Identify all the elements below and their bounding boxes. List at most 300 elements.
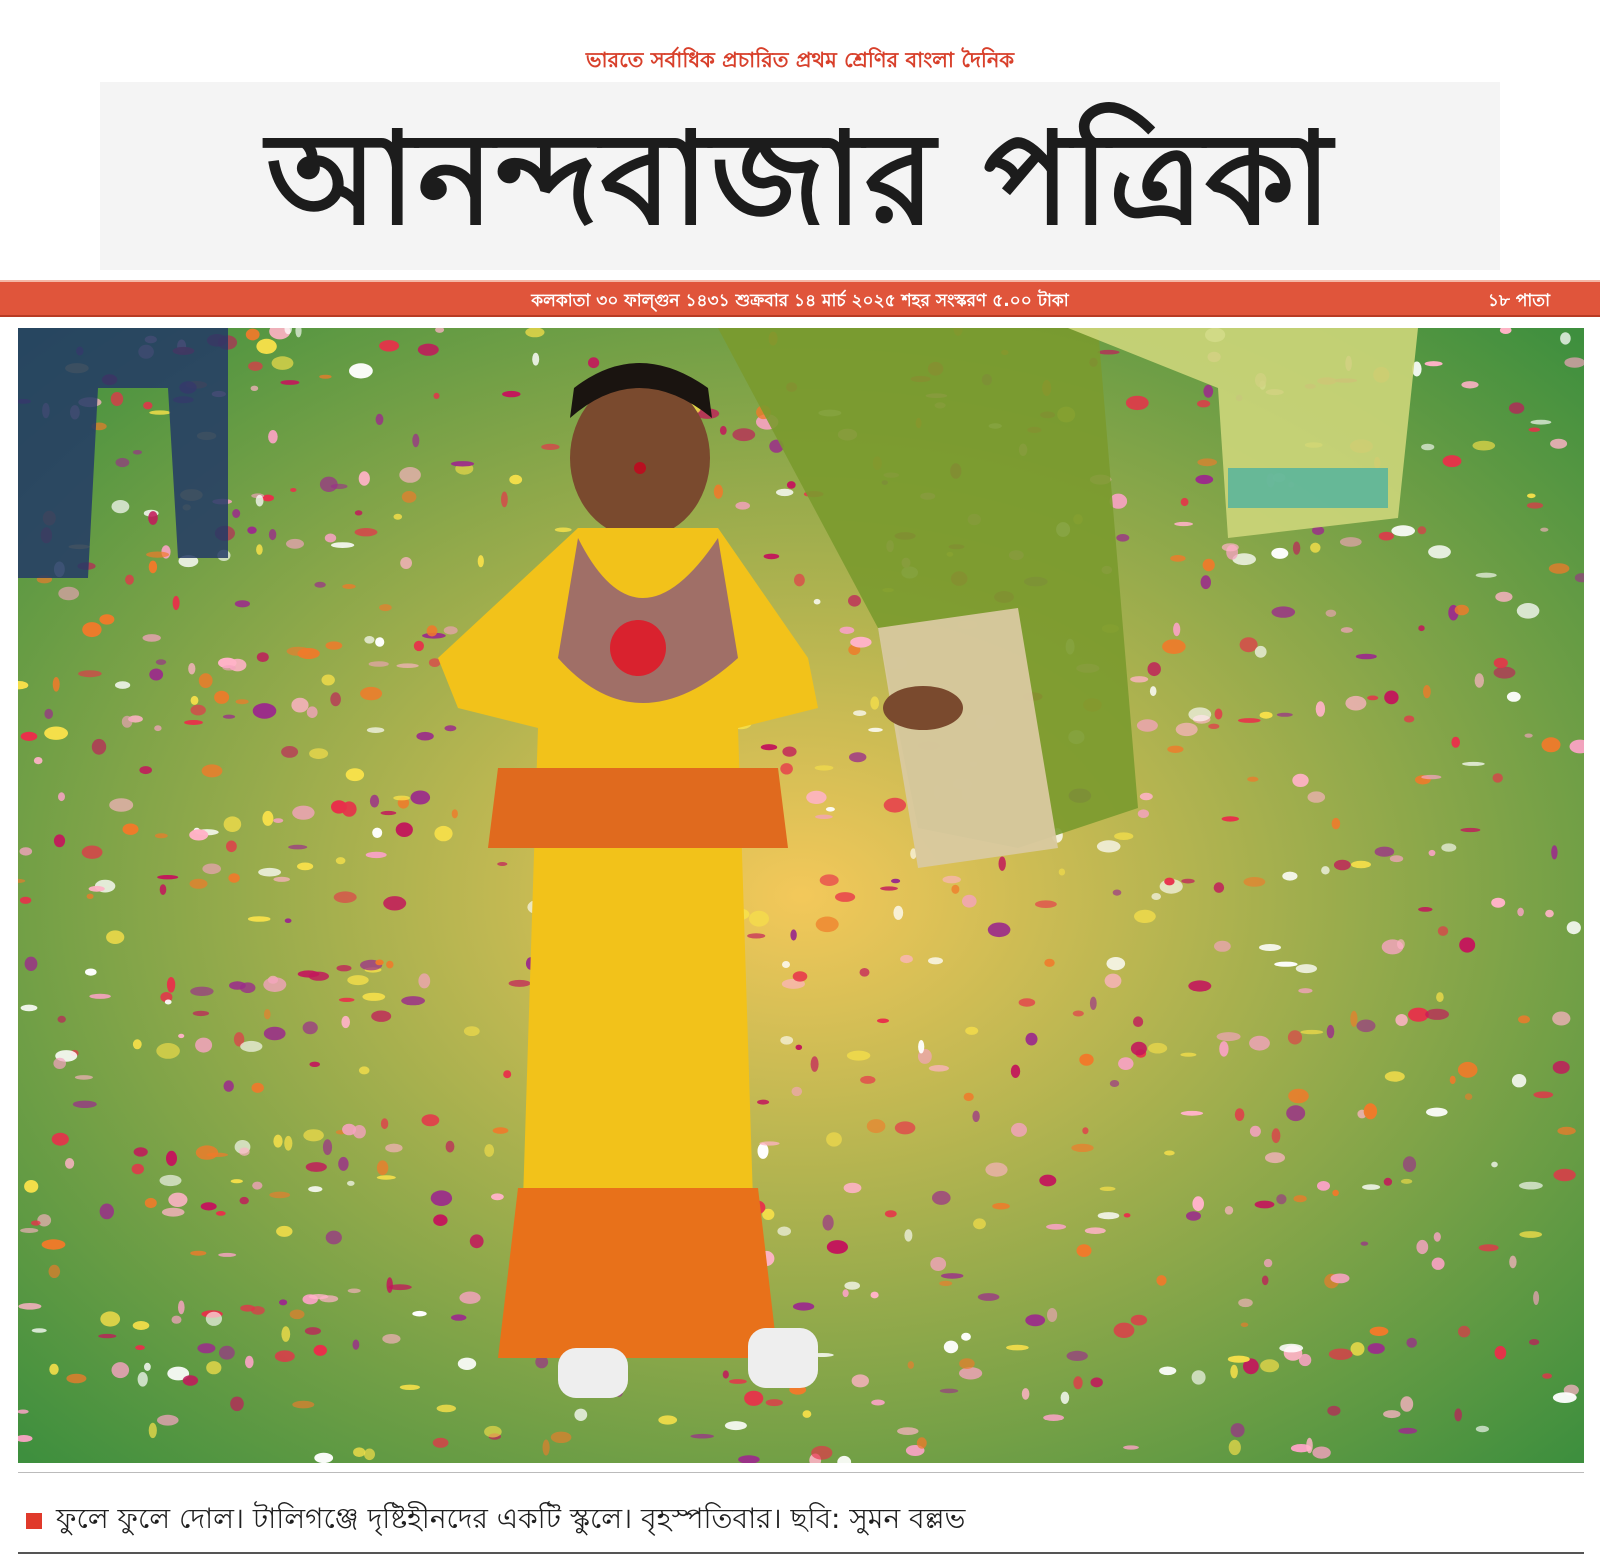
flower-petal (290, 488, 296, 492)
flower-petal (231, 1179, 243, 1183)
flower-petal (168, 1193, 187, 1207)
flower-petal (1244, 877, 1266, 887)
flower-petal (1310, 543, 1320, 553)
flower-petal (178, 1301, 185, 1315)
flower-petal (1385, 1071, 1405, 1081)
flower-petal (1203, 385, 1213, 398)
flower-petal (1118, 1057, 1133, 1070)
flower-petal (1272, 606, 1296, 617)
flower-petal (1164, 878, 1174, 886)
flower-petal (162, 1208, 185, 1217)
flower-petal (658, 1415, 677, 1424)
flower-petal (1288, 1089, 1309, 1104)
flower-petal (1097, 840, 1121, 852)
flower-petal (286, 539, 304, 549)
flower-petal (1550, 439, 1567, 449)
flower-petal (416, 732, 433, 741)
flower-petal (85, 969, 97, 976)
flower-petal (370, 795, 379, 808)
flower-petal (835, 892, 855, 902)
flower-petal (1134, 910, 1156, 923)
flower-petal (349, 363, 373, 378)
flower-petal (219, 1346, 235, 1360)
flower-petal (82, 846, 103, 859)
flower-petal (1332, 1190, 1339, 1196)
flower-petal (1255, 1201, 1275, 1209)
flower-petal (761, 744, 777, 750)
flower-petal (1367, 696, 1378, 701)
flower-petal (143, 402, 152, 410)
flower-petal (49, 1265, 61, 1278)
flower-petal (1137, 719, 1158, 731)
flower-petal (336, 857, 346, 864)
flower-petal (780, 763, 793, 774)
dateline-text: কলকাতা ৩০ ফাল্গুন ১৪৩১ শুক্রবার ১৪ মার্চ ২০২৫ শহর সংস্করণ ৫.০০ টাকা (531, 291, 1069, 311)
flower-petal (292, 1401, 314, 1409)
flower-petal (248, 362, 263, 371)
flower-petal (393, 796, 410, 801)
flower-petal (502, 391, 520, 397)
flower-petal (776, 489, 793, 496)
flower-petal (359, 471, 370, 486)
flower-petal (1476, 1426, 1489, 1432)
flower-petal (897, 1427, 918, 1435)
flower-petal (1465, 1093, 1472, 1100)
flower-petal (54, 834, 65, 847)
flower-petal (377, 1160, 388, 1175)
flower-petal (777, 1227, 791, 1236)
flower-petal (347, 975, 368, 985)
flower-petal (1156, 1275, 1166, 1286)
flower-petal (1148, 1043, 1167, 1054)
flower-petal (342, 1124, 356, 1136)
flower-petal (144, 1363, 151, 1371)
flower-petal (757, 1100, 769, 1105)
flower-petal (281, 1326, 290, 1342)
flower-petal (732, 428, 755, 441)
flower-petal (1255, 646, 1267, 658)
flower-petal (451, 1314, 466, 1320)
flower-petal (1479, 1244, 1499, 1251)
flower-petal (1241, 1323, 1249, 1328)
flower-petal (122, 716, 133, 728)
flower-petal (308, 1186, 322, 1192)
flower-petal (1312, 1447, 1330, 1459)
flower-petal (1518, 1015, 1530, 1023)
flower-petal (1077, 1244, 1092, 1257)
flower-petal (962, 895, 977, 908)
flower-petal (1384, 1178, 1392, 1186)
flower-petal (379, 340, 399, 351)
flower-petal (1398, 1428, 1417, 1434)
flower-petal (434, 393, 440, 399)
flower-petal (1192, 1370, 1206, 1384)
flower-petal (1130, 676, 1148, 682)
flower-petal (1282, 872, 1297, 881)
flower-petal (323, 1139, 332, 1155)
flower-petal (172, 1316, 182, 1324)
flower-petal (1527, 494, 1536, 499)
flower-petal (551, 1432, 572, 1443)
flower-petal (1006, 1345, 1029, 1351)
flower-petal (1553, 1061, 1570, 1074)
flower-petal (1423, 685, 1431, 698)
flower-petal (793, 1302, 814, 1310)
flower-petal (197, 1343, 215, 1353)
flower-petal (1011, 1123, 1027, 1137)
flower-petal (1022, 1388, 1030, 1400)
flower-petal (1240, 637, 1258, 652)
flower-petal (1150, 686, 1157, 696)
photo-caption (26, 1497, 1560, 1544)
caption-text: ফুলে ফুলে দোল। টালিগঞ্জে দৃষ্টিহীনদের একটি স্কুলে। বৃহস্পতিবার। ছবি: সুমন বল্লভ (56, 1502, 966, 1535)
flower-petal (452, 809, 458, 818)
flower-petal (253, 703, 277, 719)
flower-petal (1473, 441, 1496, 451)
flower-petal (165, 1000, 172, 1005)
flower-petal (1512, 1074, 1526, 1087)
flower-petal (21, 732, 38, 741)
flower-petal (273, 877, 290, 882)
flower-petal (1551, 845, 1557, 859)
flower-petal (112, 1362, 130, 1378)
flower-petal (1105, 974, 1122, 988)
flower-petal (275, 1350, 295, 1362)
flower-petal (764, 554, 780, 560)
flower-petal (1476, 573, 1497, 578)
flower-petal (900, 955, 913, 963)
flower-petal (1225, 1206, 1233, 1215)
flower-petal (348, 1289, 361, 1294)
flower-petal (247, 527, 256, 534)
flower-petal (434, 826, 452, 841)
masthead-title: আনন্দবাজার পত্রিকা (266, 104, 1334, 254)
flower-petal (280, 380, 299, 385)
flower-petal (1493, 773, 1503, 782)
flower-petal (1331, 1274, 1350, 1284)
photo-illustration (18, 328, 1584, 1463)
flower-petal (272, 356, 294, 370)
flower-petal (1404, 716, 1414, 723)
flower-petal (1235, 1108, 1245, 1121)
flower-petal (1459, 937, 1475, 952)
flower-petal (53, 677, 60, 692)
flower-petal (1296, 964, 1317, 973)
flower-petal (1362, 1184, 1380, 1190)
flower-petal (884, 798, 906, 813)
flower-petal (189, 829, 208, 840)
flower-petal (1525, 734, 1533, 738)
page-number: ১৮ পাতা (1487, 291, 1550, 311)
flower-petal (803, 1410, 812, 1418)
flower-petal (195, 1038, 212, 1053)
flower-petal (145, 1198, 157, 1208)
flower-petal (1181, 498, 1189, 506)
flower-petal (503, 1070, 511, 1078)
flower-petal (944, 1341, 958, 1354)
flower-petal (852, 1374, 869, 1387)
flower-petal (298, 970, 320, 977)
flower-petal (555, 528, 572, 533)
flower-petal (806, 791, 826, 804)
flower-petal (148, 511, 158, 525)
flower-petal (860, 968, 870, 977)
flower-petal (422, 1114, 440, 1126)
flower-petal (375, 960, 383, 966)
flower-petal (1436, 992, 1444, 1002)
flower-petal (1170, 555, 1185, 562)
flower-petal (1361, 1242, 1369, 1246)
flower-petal (1552, 1012, 1570, 1026)
flower-petal (790, 929, 796, 940)
flower-petal (815, 765, 834, 770)
flower-petal (372, 828, 382, 838)
flower-petal (1418, 625, 1424, 631)
flower-petal (20, 847, 33, 855)
flower-petal (1271, 548, 1288, 559)
flower-petal (52, 1133, 69, 1146)
flower-petal (58, 587, 79, 600)
flower-petal (1406, 1338, 1417, 1348)
flower-petal (157, 1415, 179, 1426)
flower-petal (1533, 1091, 1553, 1098)
flower-petal (154, 725, 161, 731)
flower-petal (125, 575, 134, 585)
flower-petal (1098, 1212, 1120, 1219)
flower-petal (1098, 350, 1120, 355)
flower-petal (1451, 737, 1460, 748)
flower-petal (18, 1303, 41, 1310)
flower-petal (183, 1375, 198, 1386)
flower-petal (816, 917, 839, 933)
flower-petal (112, 500, 130, 513)
flower-petal (891, 879, 900, 884)
flower-petal (1434, 1232, 1441, 1242)
flower-petal (1230, 1365, 1238, 1379)
flower-petal (1341, 627, 1353, 633)
flower-petal (362, 993, 385, 1001)
flower-petal (290, 1310, 305, 1320)
flower-petal (1264, 1259, 1272, 1267)
flower-petal (437, 1405, 456, 1413)
flower-petal (1025, 1314, 1045, 1326)
flower-petal (223, 715, 235, 719)
flower-petal (202, 764, 223, 777)
flower-petal (1461, 381, 1478, 388)
flower-petal (258, 868, 281, 877)
flower-petal (1167, 746, 1183, 753)
flower-petal (893, 906, 903, 920)
flower-petal (44, 709, 53, 719)
flower-petal (138, 1372, 148, 1387)
flower-petal (1462, 762, 1485, 766)
flower-petal (193, 1011, 209, 1016)
flower-petal (353, 1447, 365, 1457)
flower-petal (1079, 1054, 1093, 1066)
flower-petal (877, 1019, 889, 1024)
flower-petal (814, 599, 821, 605)
flower-petal (155, 833, 168, 838)
flower-petal (1067, 1351, 1088, 1361)
flower-petal (1379, 532, 1394, 541)
flower-petal (1298, 988, 1312, 993)
flower-petal (849, 752, 866, 762)
caption-rule-top (18, 1472, 1584, 1473)
flower-petal (240, 1041, 262, 1052)
flower-petal (303, 1021, 318, 1034)
flower-petal (418, 973, 430, 988)
flower-petal (1043, 1414, 1064, 1421)
flower-petal (1317, 1181, 1330, 1191)
flower-petal (149, 410, 170, 414)
flower-petal (723, 1370, 729, 1378)
flower-petal (1557, 1127, 1575, 1135)
flower-petal (509, 475, 522, 485)
flower-petal (1517, 603, 1540, 619)
flower-petal (1090, 997, 1097, 1010)
flower-petal (1553, 1392, 1577, 1403)
flower-petal (216, 1211, 226, 1216)
flower-petal (44, 727, 68, 740)
flower-petal (1188, 707, 1211, 721)
flower-petal (248, 916, 271, 922)
flower-petal (1428, 545, 1451, 558)
flower-petal (20, 1228, 38, 1233)
flower-petal (1517, 908, 1524, 917)
flower-petal (263, 977, 286, 992)
flower-petal (792, 1087, 803, 1096)
flower-petal (964, 1093, 974, 1101)
flower-petal (149, 1423, 157, 1438)
flower-petal (256, 495, 264, 507)
flower-petal (747, 933, 765, 938)
flower-petal (305, 1327, 321, 1335)
flower-petal (932, 1191, 951, 1205)
flower-petal (325, 534, 336, 543)
flower-petal (397, 663, 419, 668)
flower-petal (1509, 1256, 1516, 1269)
flower-petal (251, 386, 259, 391)
flower-petal (111, 392, 123, 406)
flower-petal (1529, 1339, 1539, 1345)
flower-petal (1418, 526, 1427, 534)
flower-petal (53, 1058, 66, 1069)
flower-petal (1306, 1438, 1313, 1453)
flower-petal (973, 1218, 986, 1229)
flower-petal (1131, 1315, 1147, 1326)
flower-petal (1327, 1406, 1340, 1416)
flower-petal (1159, 1367, 1176, 1376)
flower-petal (574, 1409, 587, 1421)
flower-petal (930, 1257, 946, 1271)
flower-petal (1262, 1276, 1269, 1286)
flower-petal (264, 1027, 286, 1041)
flower-petal (1321, 866, 1330, 874)
flower-petal (1113, 890, 1122, 896)
flower-petal (444, 626, 458, 634)
flower-petal (1421, 775, 1441, 779)
flower-petal (20, 897, 31, 904)
flower-petal (433, 1438, 449, 1448)
flower-petal (823, 1215, 834, 1231)
flower-petal (815, 815, 833, 819)
flower-petal (1164, 1151, 1175, 1156)
flower-petal (156, 659, 166, 665)
flower-petal (156, 1043, 180, 1059)
flower-petal (25, 957, 38, 971)
flower-petal (766, 1399, 783, 1406)
flower-petal (796, 1045, 803, 1050)
flower-petal (1222, 816, 1239, 821)
flower-petal (157, 875, 178, 879)
flower-petal (224, 1080, 234, 1091)
flower-petal (106, 930, 124, 944)
flower-petal (1208, 724, 1219, 729)
flower-petal (1011, 1065, 1020, 1078)
flower-petal (1443, 455, 1462, 467)
flower-petal (493, 1127, 509, 1134)
flower-petal (49, 1364, 58, 1375)
flower-petal (87, 894, 94, 899)
flower-petal (100, 1311, 120, 1326)
flower-petal (1494, 667, 1516, 679)
flower-petal (32, 1328, 47, 1333)
flower-petal (115, 681, 130, 689)
flower-petal (1238, 1299, 1253, 1308)
flower-petal (256, 544, 263, 555)
flower-petal (1293, 542, 1300, 555)
dateline-bar (0, 280, 1600, 317)
flower-petal (1276, 1194, 1286, 1204)
flower-petal (314, 1345, 327, 1356)
flower-petal (232, 509, 240, 518)
flower-petal (246, 329, 260, 341)
flower-petal (364, 1449, 375, 1461)
flower-petal (381, 811, 397, 815)
flower-petal (1327, 1025, 1335, 1038)
flower-petal (1138, 809, 1149, 818)
flower-petal (1215, 709, 1223, 720)
flower-petal (1148, 662, 1161, 676)
flower-petal (292, 806, 314, 820)
flower-petal (749, 911, 769, 927)
caption-rule-bottom (18, 1552, 1584, 1554)
flower-petal (867, 1119, 886, 1133)
flower-petal (276, 1226, 292, 1237)
flower-petal (433, 1214, 447, 1226)
flower-petal (794, 574, 805, 587)
flower-petal (1203, 559, 1215, 571)
flower-petal (1073, 1376, 1082, 1389)
flower-petal (309, 748, 328, 759)
flower-petal (256, 339, 276, 354)
flower-petal (1259, 944, 1281, 951)
flower-petal (229, 981, 246, 990)
flower-petal (224, 816, 242, 832)
flower-petal (334, 891, 357, 903)
flower-petal (458, 1358, 476, 1370)
flower-petal (1364, 1103, 1377, 1119)
flower-petal (190, 879, 208, 889)
flower-petal (1567, 921, 1581, 934)
flower-petal (149, 561, 157, 574)
flower-petal (961, 1333, 971, 1341)
flower-petal (1181, 879, 1194, 884)
flower-petal (509, 980, 531, 987)
flower-petal (1560, 332, 1571, 344)
flower-petal (1301, 1030, 1324, 1034)
flower-petal (331, 800, 347, 813)
